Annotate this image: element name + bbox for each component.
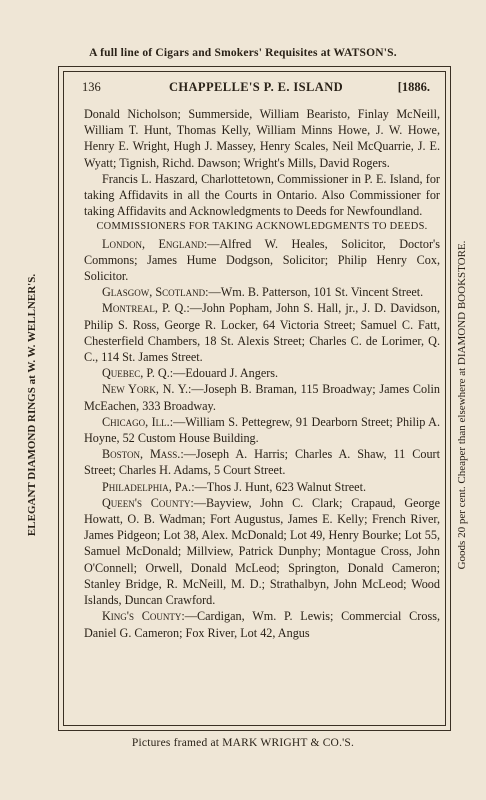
entry-boston <box>84 446 440 478</box>
entry-place: Glasgow, Scotland <box>102 285 206 300</box>
haszard-paragraph: Francis L. Haszard, Charlottetown, Commissioner in P. E. Island, for taking Affidavits in all the Courts in Ontario. Also Commissioner for taking Affidavits and Acknowledgments to Deeds for Newfoundland. <box>84 171 440 219</box>
entry-place: New York, N. Y. <box>102 382 188 397</box>
entry-place: Montreal, P. Q. <box>102 301 187 316</box>
entry-philadelphia <box>84 479 440 495</box>
entry-queens-county <box>84 495 440 608</box>
entry-place: Philadelphia, Pa. <box>102 479 192 494</box>
entry-glasgow <box>84 284 440 300</box>
entry-place: London, England <box>102 236 204 251</box>
section-heading: COMMISSIONERS FOR TAKING ACKNOWLEDGMENTS TO DEEDS. <box>96 221 428 233</box>
entry-text: :—Thos J. Hunt, 623 Walnut Street. <box>191 479 367 494</box>
page-body <box>84 106 440 641</box>
right-advertisement: Goods 20 per cent. Cheaper than elsewhere at DIAMOND BOOKSTORE. <box>456 240 468 570</box>
entry-text: :—Wm. B. Patterson, 101 St. Vincent Street. <box>205 285 424 300</box>
entry-text: :—Joseph B. Braman, 115 Broadway; James Colin McEachen, 333 Broadway. <box>84 382 440 413</box>
entry-text: :—Joseph A. Harris; Charles A. Shaw, 11 Court Street; Charles H. Adams, 5 Court Street. <box>84 447 440 478</box>
entry-quebec <box>84 365 440 381</box>
entry-text: :—Bayview, John C. Clark; Crapaud, George Howatt, O. B. Wadman; Fort Augustus, James E. Kelly; French River, James Pidgeon; Lot 38, Alex. McDonald; Lot 49, Henry Bourke; Lot 55, Samuel McDonald; Millview, Patrick Dunphy; Montague Cross, John O'Connell; Orwell, Donald McLeod; Springton, Donald Cameron; Stanley Bridge, R. McNeill, M. D.; Strathalbyn, John McLeod; Wood Islands, Duncan Crawford. <box>84 495 440 608</box>
entry-place: Chicago, Ill. <box>102 414 170 429</box>
entry-text: :—Alfred W. Heales, Solicitor, Doctor's Commons; James Hume Dodgson, Solicitor; Philip Henry Cox, Solicitor. <box>84 236 440 284</box>
entry-place: Queen's County <box>102 495 191 510</box>
entry-place: Quebec, P. Q. <box>102 366 170 381</box>
page-year: [1886. <box>397 80 430 94</box>
left-advertisement: ELEGANT DIAMOND RINGS at W. W. WELLNER'S. <box>26 273 38 537</box>
entry-place: King's County <box>102 609 182 624</box>
entry-text: :—Cardigan, Wm. P. Lewis; Commercial Cross, Daniel G. Cameron; Fox River, Lot 42, Angus <box>84 609 440 640</box>
entry-london <box>84 236 440 285</box>
page-title: CHAPPELLE'S P. E. ISLAND <box>168 80 344 94</box>
page-number: 136 <box>82 80 101 94</box>
bottom-advertisement: Pictures framed at MARK WRIGHT & CO.'S. <box>131 737 355 749</box>
entry-text: :—Edouard J. Angers. <box>169 366 279 381</box>
entry-place: Boston, Mass. <box>102 447 181 462</box>
entry-text: :—John Popham, John S. Hall, jr., J. D. Davidson, Philip S. Ross, George R. Locker, 64 Victoria Street; Samuel C. Fatt, Chesterfield Chambers, 18 St. Alexis Street; Charles C. de Lorimer, Q. C., 114 St. James Street. <box>84 301 440 365</box>
top-advertisement: A full line of Cigars and Smokers' Requisites at WATSON'S. <box>89 47 397 59</box>
continuation-paragraph: Donald Nicholson; Summerside, William Bearisto, Finlay McNeill, William T. Hunt, Thomas Kelly, William Minns Howe, J. W. Howe, Henry E. Wright, Hugh J. Massey, Henry Scales, Neil McQuarrie, J. E. Wyatt; Tignish, Richd. Dawson; Wright's Mills, David Rogers. <box>84 107 440 170</box>
entry-new-york <box>84 381 440 413</box>
entry-kings-county <box>84 608 440 640</box>
entry-montreal <box>84 300 440 365</box>
running-header <box>80 80 432 96</box>
entry-chicago <box>84 414 440 446</box>
entry-text: :—William S. Pettegrew, 91 Dearborn Street; Philip A. Hoyne, 52 Custom House Building. <box>84 414 441 446</box>
